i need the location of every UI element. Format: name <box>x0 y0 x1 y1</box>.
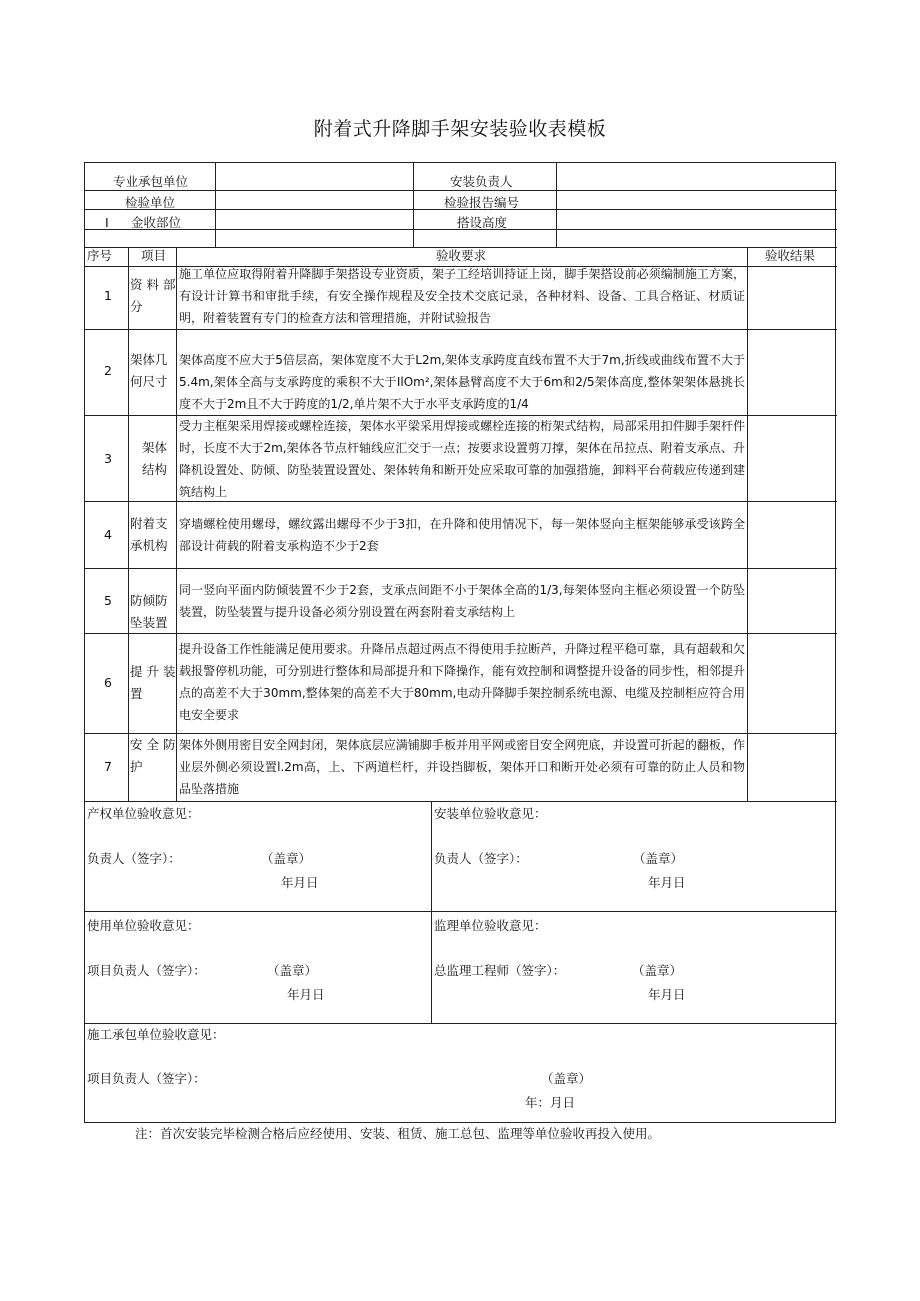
installer-label: 安装负责人 <box>450 174 513 189</box>
user-opinion-label: 使用单位验收意见： <box>87 918 200 933</box>
part-prefix: I <box>105 215 109 230</box>
supervisor-seal: （盖章） <box>632 963 683 978</box>
row-item: 安 全 防护 <box>130 737 176 774</box>
contractor-label: 专业承包单位 <box>113 174 189 189</box>
row-requirement: 施工单位应取得附着升降脚手架搭设专业资质，架子工经培训持证上岗，脚手架搭设前必须编制施工方案，有设计计算书和审批手续，有安全操作规程及安全技术交底记录，各种材料、设备、工具合格证、材质证明，附着装置有专门的检查方法和管理措施，并附试验报告 <box>179 267 745 325</box>
row-requirement: 同一竖向平面内防倾装置不少于2套，支承点间距不小于架体全高的1/3,每架体竖向主框必须设置一个防坠装置，防坠装置与提升设备必须分别设置在两套附着支承结构上 <box>179 583 745 619</box>
row-item: 架体结构 <box>142 440 168 477</box>
user-seal: （盖章） <box>267 963 318 978</box>
row-number: 2 <box>104 363 112 378</box>
owner-opinion-label: 产权单位验收意见： <box>87 806 200 821</box>
row-requirement: 架体高度不应大于5倍层高，架体宽度不大于L2m,架体支承跨度直线布置不大于7m,折线或曲线布置不大于5.4m,架体全高与支承跨度的乘积不大于IlOm²,架体悬臂高度不大于6m和2/5架体高度,整体架架体悬挑长度不大于2m且不大于跨度的1/2,单片架不大于水平支承跨度的1/4 <box>179 353 745 411</box>
header-no: 序号 <box>87 248 113 263</box>
inspector-label: 检验单位 <box>125 195 176 210</box>
row-requirement: 受力主框架采用焊接或螺栓连接，架体水平梁采用焊接或螺栓连接的桁架式结构，局部采用扣件脚手架杆件时，长度不大于2m,架体各节点杆轴线应汇交于一点；按要求设置剪刀撑，架体在吊拉点、附着支承点、升降机设置处、防倾、防坠装置设置处、架体转角和断开处应采取可靠的加强措施，卸料平台荷载应传递到建筑结构上 <box>179 419 745 499</box>
row-number: 7 <box>104 759 112 774</box>
row-item: 资 料 部分 <box>130 277 176 314</box>
owner-date: 年月日 <box>281 875 319 890</box>
contractor-signature-label: 项目负责人（签字）： <box>87 1071 206 1086</box>
contractor-opinion-label: 施工承包单位验收意见： <box>87 1027 225 1042</box>
user-signature-label: 项目负责人（签字）： <box>87 963 206 978</box>
report-number-label: 检验报告编号 <box>444 195 520 210</box>
row-requirement: 架体外侧用密目安全网封闭，架体底层应满铺脚手板并用平网或密目安全网兜底，并设置可折起的翻板，作业层外侧必须设置l.2m高，上、下两道栏杆，并设挡脚板，架体开口和断开处必须有可靠的防止人员和物品坠落措施 <box>179 738 745 796</box>
header-result: 验收结果 <box>765 248 816 263</box>
row-requirement: 提升设备工作性能满足使用要求。升降吊点超过两点不得使用手拉断芦，升降过程平稳可靠，具有超载和欠载报警停机功能，可分别进行整体和局部提升和下降操作，能有效控制和调整提升设备的同步性，相邻提升点的高差不大于30mm,整体架的高差不大于80mm,电动升降脚手架控制系统电源、电缆及控制柜应符合用电安全要求 <box>179 642 745 722</box>
owner-seal: （盖章） <box>261 851 312 866</box>
owner-signature-label: 负责人（签字）： <box>87 851 181 866</box>
header-requirement: 验收要求 <box>436 248 487 263</box>
installer-opinion-label: 安装单位验收意见： <box>434 806 547 821</box>
installer-seal: （盖章） <box>633 851 684 866</box>
row-item: 防倾防坠装置 <box>130 593 168 630</box>
row-requirement: 穿墙螺栓使用螺母，螺纹露出螺母不少于3扣，在升降和使用情况下，每一架体竖向主框架能够承受该跨全部设计荷载的附着支承构造不少于2套 <box>179 517 745 553</box>
row-item: 架体几何尺寸 <box>130 352 168 389</box>
supervisor-opinion-label: 监理单位验收意见： <box>434 918 547 933</box>
row-item: 提 升 装置 <box>130 664 176 701</box>
part-label: 金收部位 <box>131 215 182 230</box>
supervisor-date: 年月日 <box>648 987 686 1002</box>
installer-date: 年月日 <box>648 875 686 890</box>
supervisor-signature-label: 总监理工程师（签字）： <box>434 963 566 978</box>
row-number: 3 <box>104 451 112 466</box>
header-item: 项目 <box>141 248 167 263</box>
row-number: 1 <box>104 288 112 303</box>
contractor-seal: （盖章） <box>541 1071 592 1086</box>
height-label: 搭设高度 <box>457 215 508 230</box>
user-date: 年月日 <box>287 987 325 1002</box>
row-number: 5 <box>104 593 112 608</box>
row-number: 4 <box>104 527 112 542</box>
contractor-date: 年：月日 <box>525 1095 576 1110</box>
page-title: 附着式升降脚手架安装验收表模板 <box>313 118 607 140</box>
row-item: 附着支承机构 <box>130 516 168 553</box>
row-number: 6 <box>104 675 112 690</box>
acceptance-form <box>84 162 836 1123</box>
footnote: 注：首次安装完毕检测合格后应经使用、安装、租赁、施工总包、监理等单位验收再投入使用。 <box>135 1126 661 1141</box>
installer-signature-label: 负责人（签字）： <box>434 851 528 866</box>
